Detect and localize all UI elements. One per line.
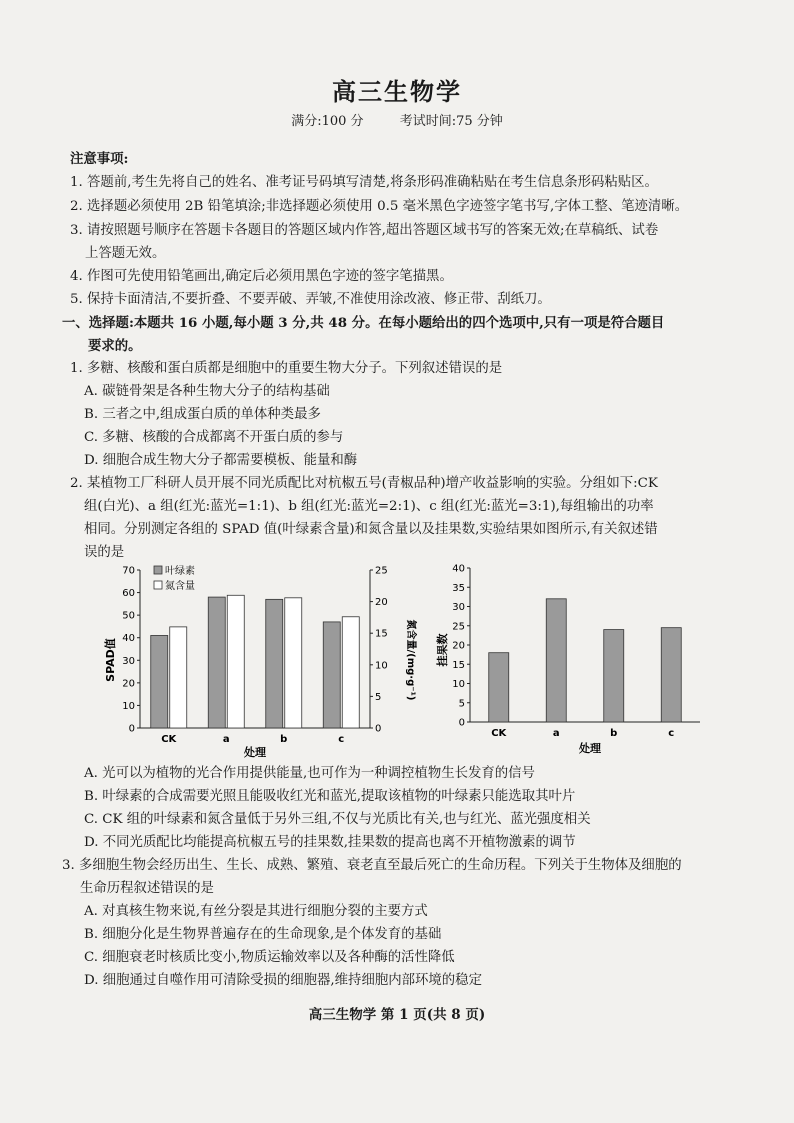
y-tick-label: 40 [452,563,465,575]
q1-option-a: A. 碳链骨架是各种生物大分子的结构基础 [84,384,330,399]
chart-spad-nitrogen-svg [100,560,420,760]
q3-stem-2: 生命历程叙述错误的是 [80,881,214,896]
x-tick-label-b: b [280,734,288,745]
x-tick-label-a: a [552,728,560,739]
x-tick-label-CK: CK [491,728,507,739]
q2-stem-4: 误的是 [84,545,125,560]
bar-nitrogen-b [285,598,302,728]
y2-tick-label: 0 [375,723,382,735]
y-axis-label-left [103,638,117,682]
q2-option-b: B. 叶绿素的合成需要光照且能吸收红光和蓝光,提取该植物的叶绿素只能选取其叶片 [84,789,576,804]
ylabel-spad: SPAD值 [104,638,117,682]
bar-fruit-CK [489,653,509,722]
q1-option-d: D. 细胞合成生物大分子都需要模板、能量和酶 [84,453,358,468]
q2-stem-2: 组(白光)、a 组(红光:蓝光=1:1)、b 组(红光:蓝光=2:1)、c 组(红光:蓝光=3:1),每组输出的功率 [84,499,654,514]
q2-option-c: C. CK 组的叶绿素和氮含量低于另外三组,不仅与光质比有关,也与红光、蓝光强度相关 [84,812,591,827]
y2-tick-label: 15 [375,628,388,640]
y2-tick-label: 5 [375,691,382,703]
notice-item-4: 4. 作图可先使用铅笔画出,确定后必须用黑色字迹的签字笔描黑。 [70,269,453,284]
y-tick-label: 5 [458,698,465,710]
legend-swatch-chlorophyll [154,566,162,574]
y-tick-label: 20 [122,678,135,690]
notice-item-3-cont: 上答题无效。 [85,246,166,261]
y2-tick-label: 20 [375,597,388,609]
y-tick-label: 60 [122,588,135,600]
y-tick-label: 20 [452,640,465,652]
q3-option-c: C. 细胞衰老时核质比变小,物质运输效率以及各种酶的活性降低 [84,950,455,965]
notice-item-1: 1. 答题前,考生先将自己的姓名、准考证号码填写清楚,将条形码准确粘贴在考生信息条形码粘贴区。 [70,175,658,190]
y-tick-label: 10 [122,700,135,712]
q3-stem-1: 3. 多细胞生物会经历出生、生长、成熟、繁殖、衰老直至最后死亡的生命历程。下列关于生物体及细胞的 [62,858,682,873]
legend-swatch-nitrogen [154,581,162,589]
bar-chlorophyll-b [266,599,283,728]
chart-fruit-count-svg [430,560,710,760]
full-score: 满分:100 分 [291,114,364,129]
y-tick-label: 25 [452,621,465,633]
bar-chlorophyll-CK [151,635,168,728]
xlabel-treatment: 处理 [244,746,266,759]
bar-nitrogen-a [227,595,244,728]
y-tick-label: 50 [122,610,135,622]
y-tick-label: 40 [122,633,135,645]
page-title: 高三生物学 [332,77,462,106]
bar-nitrogen-CK [170,627,187,728]
q2-option-d: D. 不同光质配比均能提高杭椒五号的挂果数,挂果数的提高也离不开植物激素的调节 [84,835,576,850]
y-tick-label: 0 [128,723,135,735]
bar-fruit-b [604,630,624,722]
y-tick-label: 70 [122,565,135,577]
exam-info [0,110,794,129]
y-tick-label: 30 [122,655,135,667]
q3-option-a: A. 对真核生物来说,有丝分裂是其进行细胞分裂的主要方式 [84,904,428,919]
y-tick-label: 15 [452,659,465,671]
chart-fruit-count [430,560,710,760]
chart-spad-nitrogen [100,560,420,760]
ylabel-nitrogen: 氮含量/(mg·g⁻¹) [405,619,416,701]
y2-tick-label: 10 [375,660,388,672]
bar-nitrogen-c [342,617,359,728]
bar-fruit-a [546,599,566,722]
y2-tick-label: 25 [375,565,388,577]
exam-time: 考试时间:75 分钟 [399,114,503,129]
xlabel-treatment-2: 处理 [579,742,601,755]
bar-chlorophyll-c [323,622,340,728]
q1-option-b: B. 三者之中,组成蛋白质的单体种类最多 [84,407,321,422]
legend-label-chlorophyll: 叶绿素 [165,566,195,577]
y-tick-label: 30 [452,602,465,613]
q1-option-c: C. 多糖、核酸的合成都离不开蛋白质的参与 [84,430,344,445]
section1-heading-cont: 要求的。 [88,338,142,354]
q3-option-d: D. 细胞通过自噬作用可清除受损的细胞器,维持细胞内部环境的稳定 [84,973,482,988]
q2-stem-1: 2. 某植物工厂科研人员开展不同光质配比对杭椒五号(青椒品种)增产收益影响的实验。分组如下:CK [70,476,658,491]
q2-option-a: A. 光可以为植物的光合作用提供能量,也可作为一种调控植物生长发育的信号 [84,766,535,781]
q1-stem: 1. 多糖、核酸和蛋白质都是细胞中的重要生物大分子。下列叙述错误的是 [70,361,503,376]
y-tick-label: 35 [452,582,465,594]
legend [154,564,195,592]
notice-item-5: 5. 保持卡面清洁,不要折叠、不要弄破、弄皱,不准使用涂改液、修正带、刮纸刀。 [70,292,551,307]
x-tick-label-c: c [668,728,675,739]
notice-item-3: 3. 请按照题号顺序在答题卡各题目的答题区域内作答,超出答题区域书写的答案无效;在草稿纸、试卷 [70,223,659,238]
notice-item-2: 2. 选择题必须使用 2B 铅笔填涂;非选择题必须使用 0.5 毫米黑色字迹签字笔书写,字体工整、笔迹清晰。 [70,199,689,214]
notice-heading: 注意事项: [70,151,129,167]
x-tick-label-c: c [338,734,345,745]
x-tick-label-a: a [222,734,230,745]
ylabel-fruit: 挂果数 [436,633,449,667]
section1-heading: 一、选择题:本题共 16 小题,每小题 3 分,共 48 分。在每小题给出的四个选项中,只有一项是符合题目 [62,315,665,331]
x-tick-label-CK: CK [161,734,177,745]
q2-stem-3: 相同。分别测定各组的 SPAD 值(叶绿素含量)和氮含量以及挂果数,实验结果如图所示,有关叙述错 [84,522,658,537]
q3-option-b: B. 细胞分化是生物界普遍存在的生命现象,是个体发育的基础 [84,927,442,942]
y-tick-label: 10 [452,679,465,690]
y-axis-label-right [405,620,418,701]
x-tick-label-b: b [610,728,618,739]
y-tick-label: 0 [458,717,465,729]
bar-chlorophyll-a [208,597,225,728]
legend-label-nitrogen: 氮含量 [165,581,195,592]
page-footer: 高三生物学 第 1 页(共 8 页) [308,1007,486,1023]
bar-fruit-c [661,628,681,722]
